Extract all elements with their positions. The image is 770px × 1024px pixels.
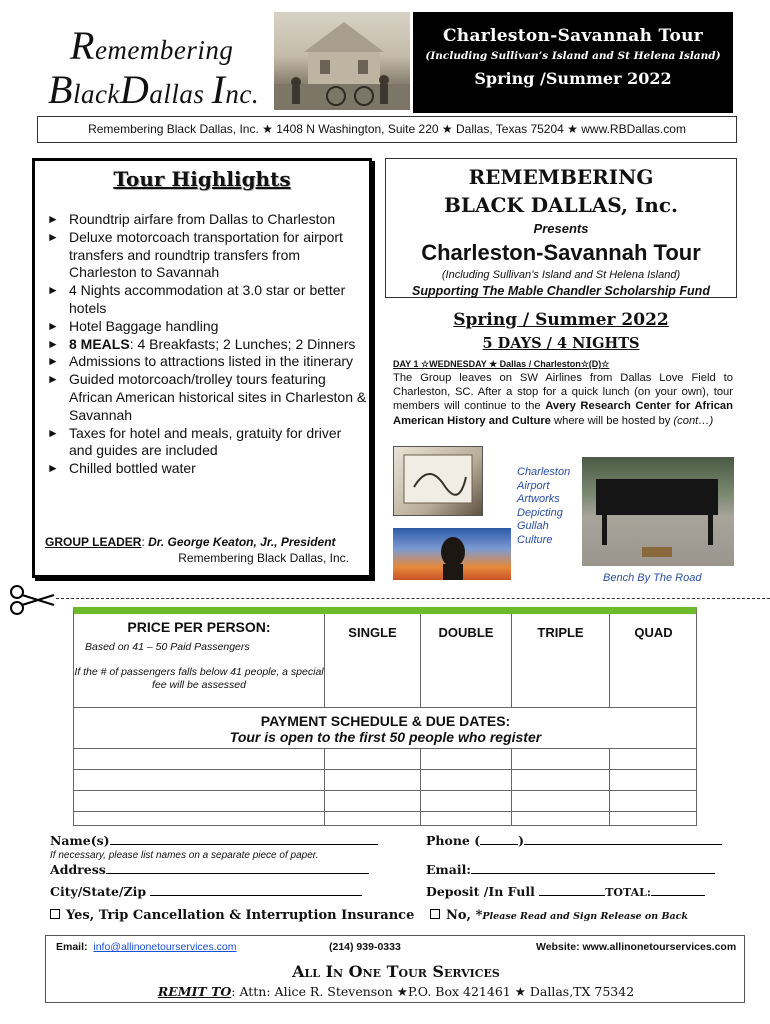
logo-letter: B: [48, 67, 73, 112]
list-item: ► Hotel Baggage handling: [47, 318, 367, 336]
name-field[interactable]: Name(s): [50, 833, 378, 848]
footer-email: Email: info@allinonetourservices.com: [56, 941, 237, 953]
footer-phone: (214) 939-0333: [329, 941, 401, 953]
price-table: [73, 607, 697, 826]
tour-season: Spring /Summer 2022: [474, 69, 672, 88]
table-cell[interactable]: [325, 812, 421, 825]
historical-photo: [274, 12, 410, 110]
col-double: DOUBLE: [421, 614, 512, 708]
day1-description: The Group leaves on SW Airlines from Dallas Love Field to Charleston, SC. After a stop for a quick lunch (on your own), tour members will continue to the Avery Research Center for African American History and Culture where will be hosted by (cont…): [393, 372, 733, 427]
col-quad: QUAD: [610, 614, 697, 708]
logo-letter: D: [119, 67, 150, 112]
scholarship-fund: Supporting The Mable Chandler Scholarship Fund: [412, 284, 710, 298]
group-leader: GROUP LEADER: Dr. George Keaton, Jr., President Remembering Black Dallas, Inc.: [45, 535, 349, 565]
logo-letter: R: [70, 23, 95, 68]
insurance-no-option[interactable]: No, *Please Read and Sign Release on Back: [430, 908, 688, 923]
col-single: SINGLE: [325, 614, 421, 708]
bench-photo: [582, 457, 734, 566]
email-field[interactable]: Email:: [426, 862, 715, 877]
deposit-field[interactable]: Deposit /In Full TOTAL:: [426, 884, 705, 899]
house-illustration-icon: [274, 12, 410, 110]
org-name-line1: REMEMBERING: [468, 165, 654, 189]
bench-caption: Bench By The Road: [603, 572, 702, 584]
contact-box: [45, 935, 745, 1003]
airport-artwork-photo: [393, 446, 483, 516]
col-triple: TRIPLE: [512, 614, 610, 708]
list-item: ► Deluxe motorcoach transportation for airport transfers and roundtrip transfers from Charleston to Savannah: [47, 229, 367, 282]
address-bar: Remembering Black Dallas, Inc. ★ 1408 N Washington, Suite 220 ★ Dallas, Texas 75204 ★ www.RBDallas.com: [37, 116, 737, 143]
table-cell[interactable]: [74, 812, 325, 825]
highlights-title: Tour Highlights: [113, 167, 291, 191]
duration-heading: 5 DAYS / 4 NIGHTS: [482, 335, 640, 352]
list-item: ► Taxes for hotel and meals, gratuity for driver and guides are included: [47, 425, 367, 461]
list-item: ► Admissions to attractions listed in the itinerary: [47, 353, 367, 371]
tour-title-banner: [413, 12, 733, 113]
table-cell[interactable]: [512, 812, 610, 825]
website-link[interactable]: www.allinonetourservices.com: [582, 941, 737, 953]
org-name-line2: BLACK DALLAS, Inc.: [444, 193, 678, 217]
logo-text: nc.: [225, 79, 260, 109]
email-link[interactable]: info@allinonetourservices.com: [93, 941, 237, 953]
table-cell[interactable]: [610, 791, 697, 812]
names-note: If necessary, please list names on a separate piece of paper.: [50, 850, 319, 861]
logo-text: emembering: [94, 35, 234, 65]
organizer-box: [385, 158, 737, 298]
table-cell[interactable]: [421, 791, 512, 812]
list-item: ► Guided motorcoach/trolley tours featuring African American historical sites in Charleston & Savannah: [47, 371, 367, 424]
company-name: All In One Tour Services: [292, 962, 500, 981]
remit-to: REMIT TO: Attn: Alice R. Stevenson ★P.O. Box 421461 ★ Dallas,TX 75342: [157, 984, 635, 999]
logo-text: allas: [149, 79, 212, 109]
islands-note: (Including Sullivan’s Island and St Helena Island): [441, 269, 681, 281]
gullah-artwork-photo: [393, 528, 511, 580]
cut-line: [56, 598, 770, 599]
no-checkbox[interactable]: [430, 909, 440, 919]
table-cell[interactable]: [421, 812, 512, 825]
table-cell[interactable]: [610, 770, 697, 791]
bench-icon: [582, 457, 734, 566]
scissors-icon: [8, 583, 56, 617]
payment-schedule-header: PAYMENT SCHEDULE & DUE DATES: Tour is open to the first 50 people who register: [74, 708, 697, 749]
tour-title: Charleston-Savannah Tour: [442, 26, 704, 46]
list-item: ► 8 MEALS: 4 Breakfasts; 2 Lunches; 2 Dinners: [47, 336, 367, 354]
table-cell[interactable]: [512, 791, 610, 812]
table-cell[interactable]: [325, 749, 421, 770]
table-cell[interactable]: [610, 812, 697, 825]
list-item: ► Chilled bottled water: [47, 460, 367, 478]
table-cell[interactable]: [512, 749, 610, 770]
table-cell[interactable]: [325, 791, 421, 812]
insurance-yes-option[interactable]: Yes, Trip Cancellation & Interruption Insurance: [50, 908, 414, 923]
table-cell[interactable]: [74, 749, 325, 770]
highlights-list: [47, 211, 367, 478]
table-cell[interactable]: [74, 770, 325, 791]
list-item: ► Roundtrip airfare from Dallas to Charleston: [47, 211, 367, 229]
tour-highlights-box: [32, 158, 372, 578]
tour-name: Charleston-Savannah Tour: [421, 240, 701, 265]
tour-subtitle: (Including Sullivan’s Island and St Helena Island): [425, 50, 721, 62]
logo-text: lack: [72, 79, 120, 109]
logo-letter: I: [211, 67, 226, 112]
day1-heading: DAY 1 ☆WEDNESDAY ★ Dallas / Charleston☆(D)☆: [393, 359, 610, 369]
list-item: ► 4 Nights accommodation at 3.0 star or better hotels: [47, 282, 367, 318]
city-state-zip-field[interactable]: City/State/Zip: [50, 884, 362, 899]
silhouette-icon: [393, 528, 511, 580]
table-cell[interactable]: [421, 770, 512, 791]
artwork-caption: Charleston Airport Artworks Depicting Gullah Culture: [517, 466, 571, 546]
artwork-illustration-icon: [394, 447, 482, 515]
table-cell[interactable]: [74, 791, 325, 812]
logo: [48, 22, 268, 112]
table-cell[interactable]: [512, 770, 610, 791]
footer-website: Website: www.allinonetourservices.com: [536, 941, 737, 953]
table-cell[interactable]: [421, 749, 512, 770]
phone-field[interactable]: Phone ( ): [426, 833, 722, 848]
table-cell[interactable]: [325, 770, 421, 791]
season-heading: Spring / Summer 2022: [453, 310, 669, 330]
presents-label: Presents: [533, 221, 589, 236]
yes-checkbox[interactable]: [50, 909, 60, 919]
price-per-person-cell: PRICE PER PERSON: Based on 41 – 50 Paid Passengers If the # of passengers falls below 41 people, a special fee will be assessed: [74, 614, 325, 708]
table-cell[interactable]: [610, 749, 697, 770]
address-field[interactable]: Address: [50, 862, 369, 877]
